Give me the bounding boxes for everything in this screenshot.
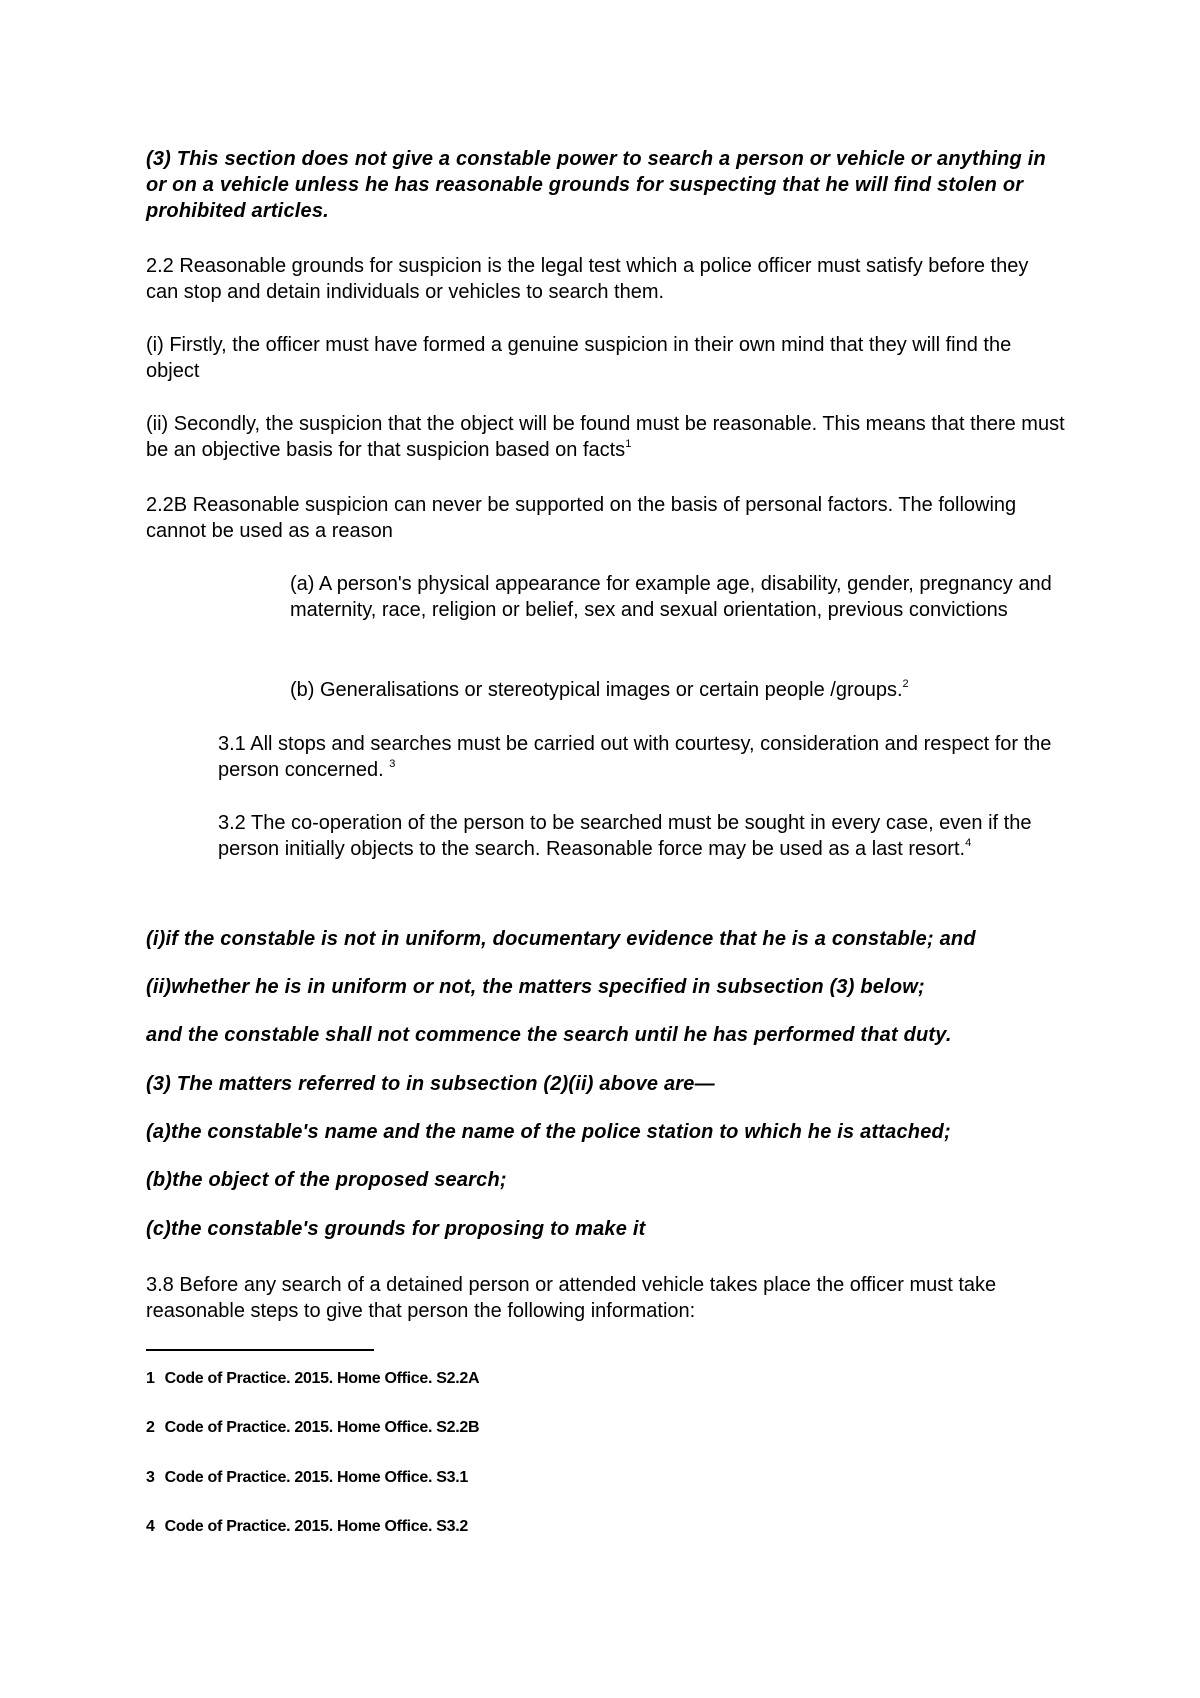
footnote-number: 3 bbox=[146, 1469, 155, 1486]
paragraph-3-2-text: 3.2 The co-operation of the person to be searched must be sought in every case, even if the person initially objects to the search. Reasonable force may be used as a last resort. bbox=[218, 812, 1032, 860]
footnote-number: 4 bbox=[146, 1518, 155, 1535]
footnote-ref-4[interactable]: 4 bbox=[965, 837, 972, 849]
paragraph-2-2: 2.2 Reasonable grounds for suspicion is the legal test which a police officer must satisfy before they can stop and detain individuals or vehicles to search them. bbox=[146, 255, 1029, 303]
paragraph-secondly-text: (ii) Secondly, the suspicion that the object will be found must be reasonable. This means that there must be an objective basis for that suspicion based on facts bbox=[146, 413, 1065, 461]
footnote-ref-1[interactable]: 1 bbox=[625, 438, 632, 450]
footnote-text: Code of Practice. 2015. Home Office. S2.2A bbox=[164, 1370, 480, 1387]
footnote-separator bbox=[146, 1349, 374, 1351]
footnote-text: Code of Practice. 2015. Home Office. S3.2 bbox=[164, 1518, 468, 1535]
statute-line-a: (a)the constable's name and the name of the police station to which he is attached; bbox=[146, 1121, 951, 1143]
footnote-number: 1 bbox=[146, 1370, 155, 1387]
paragraph-firstly: (i) Firstly, the officer must have formed a genuine suspicion in their own mind that they will find the object bbox=[146, 334, 1012, 382]
statute-line-and: and the constable shall not commence the search until he has performed that duty. bbox=[146, 1024, 952, 1046]
paragraph-2-2b: 2.2B Reasonable suspicion can never be supported on the basis of personal factors. The following cannot be used as a reason bbox=[146, 494, 1017, 542]
footnote-ref-2[interactable]: 2 bbox=[902, 678, 909, 690]
footnote-3 bbox=[146, 1468, 468, 1488]
section-3-paragraph: (3) This section does not give a constable power to search a person or vehicle or anything in or on a vehicle unless he has reasonable grounds for suspecting that he will find stolen or prohibited articles. bbox=[146, 148, 1046, 222]
paragraph-3-1 bbox=[218, 731, 1068, 783]
footnote-number: 2 bbox=[146, 1419, 155, 1436]
footnote-4 bbox=[146, 1517, 468, 1537]
list-item-b-text: (b) Generalisations or stereotypical images or certain people /groups. bbox=[290, 679, 903, 701]
paragraph-3-8: 3.8 Before any search of a detained person or attended vehicle takes place the officer must take reasonable steps to give that person the following information: bbox=[146, 1274, 997, 1322]
paragraph-3-1-text: 3.1 All stops and searches must be carried out with courtesy, consideration and respect for the person concerned. bbox=[218, 733, 1052, 781]
statute-line-i: (i)if the constable is not in uniform, documentary evidence that he is a constable; and bbox=[146, 928, 976, 950]
footnote-text: Code of Practice. 2015. Home Office. S2.2B bbox=[164, 1419, 480, 1436]
list-item-b bbox=[290, 677, 1060, 703]
statute-line-ii: (ii)whether he is in uniform or not, the matters specified in subsection (3) below; bbox=[146, 976, 925, 998]
footnote-2 bbox=[146, 1418, 479, 1438]
footnote-1 bbox=[146, 1369, 479, 1389]
statute-line-3: (3) The matters referred to in subsection (2)(ii) above are— bbox=[146, 1073, 715, 1095]
list-item-a: (a) A person's physical appearance for example age, disability, gender, pregnancy and maternity, race, religion or belief, sex and sexual orientation, previous convictions bbox=[290, 573, 1052, 621]
footnote-ref-3[interactable]: 3 bbox=[389, 758, 396, 770]
footnote-text: Code of Practice. 2015. Home Office. S3.1 bbox=[164, 1469, 468, 1486]
paragraph-3-2 bbox=[218, 810, 1068, 862]
statute-line-c: (c)the constable's grounds for proposing to make it bbox=[146, 1218, 646, 1240]
statute-line-b: (b)the object of the proposed search; bbox=[146, 1169, 507, 1191]
paragraph-secondly bbox=[146, 411, 1066, 463]
